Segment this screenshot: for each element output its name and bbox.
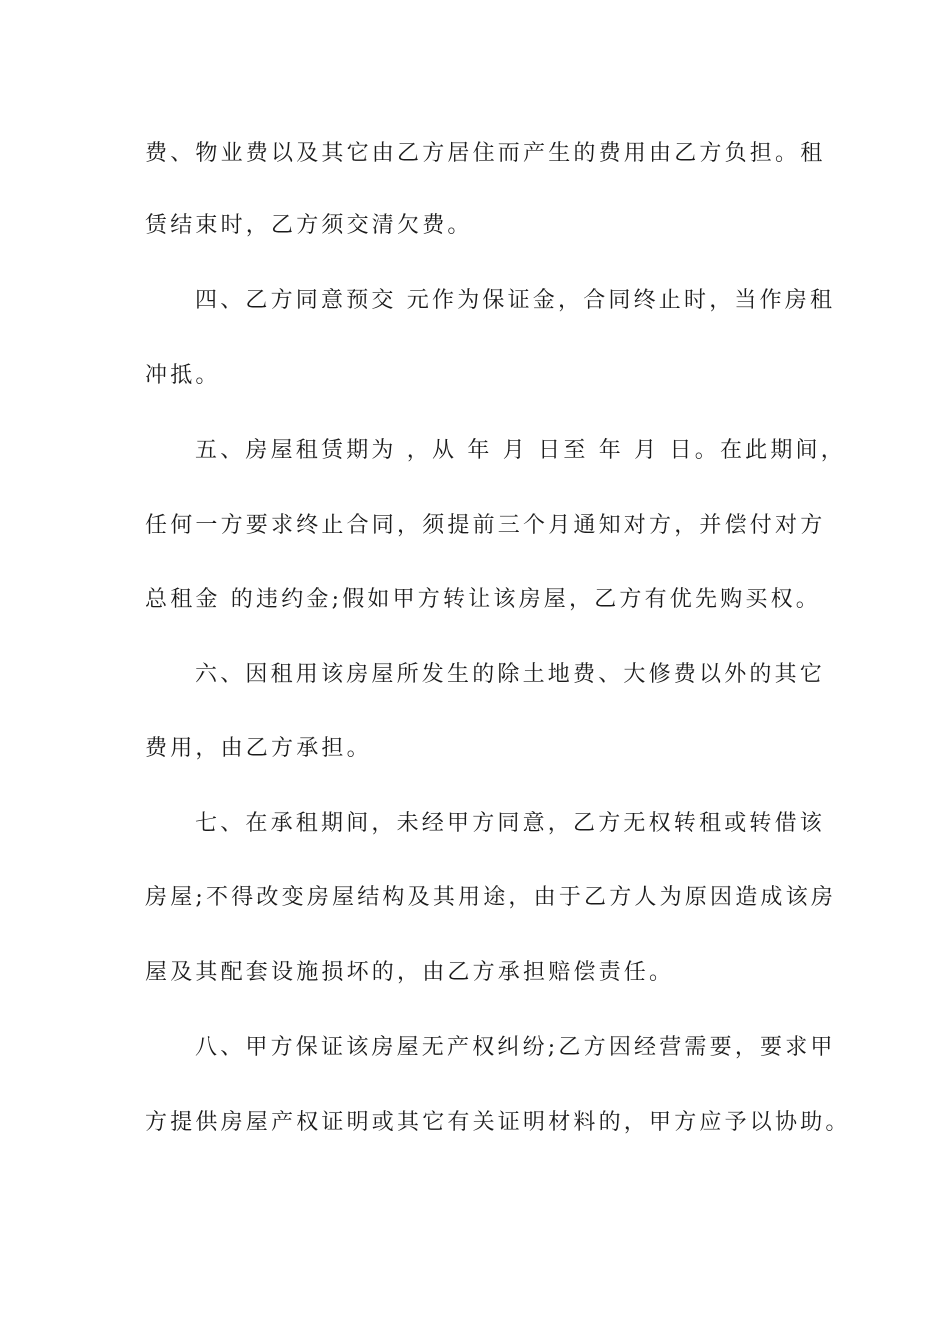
text-line: 任何一方要求终止合同，须提前三个月通知对方，并偿付对方: [145, 513, 826, 538]
clause-5-line: 五、房屋租赁期为 ，从 年 月 日至 年 月 日。在此期间，: [195, 438, 846, 463]
text-line: 方提供房屋产权证明或其它有关证明材料的，甲方应予以协助。: [145, 1110, 851, 1135]
text-line: 费用，由乙方承担。: [145, 736, 372, 761]
text-line: 赁结束时，乙方须交清欠费。: [145, 213, 473, 238]
text-line: 屋及其配套设施损坏的，由乙方承担赔偿责任。: [145, 960, 675, 985]
clause-7-line: 七、在承租期间，未经甲方同意，乙方无权转租或转借该: [195, 811, 826, 836]
text-line: 费、物业费以及其它由乙方居住而产生的费用由乙方负担。租: [145, 141, 826, 166]
clause-6-line: 六、因租用该房屋所发生的除土地费、大修费以外的其它: [195, 662, 826, 687]
clause-4-line: 四、乙方同意预交 元作为保证金，合同终止时，当作房租: [195, 288, 836, 313]
text-line: 房屋;不得改变房屋结构及其用途，由于乙方人为原因造成该房: [145, 885, 837, 910]
text-line: 冲抵。: [145, 363, 221, 388]
clause-8-line: 八、甲方保证该房屋无产权纠纷;乙方因经营需要，要求甲: [195, 1035, 836, 1060]
text-line: 总租金 的违约金;假如甲方转让该房屋，乙方有优先购买权。: [145, 587, 822, 612]
